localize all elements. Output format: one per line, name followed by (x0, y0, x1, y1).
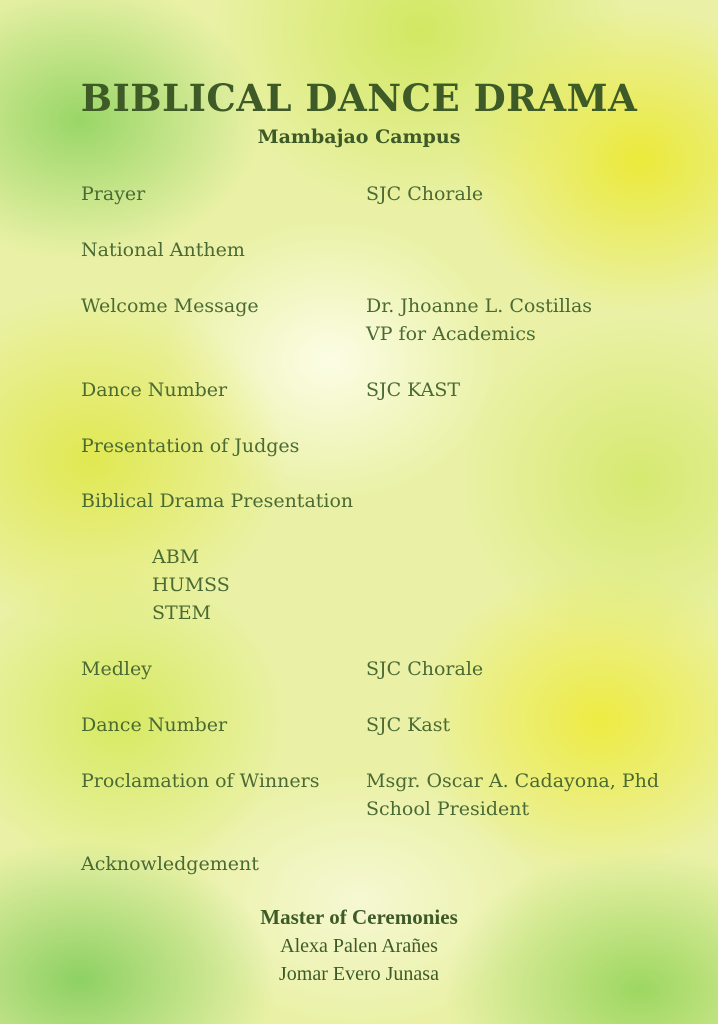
strand-abm: ABM (152, 546, 200, 568)
strand-stem: STEM (152, 602, 212, 624)
campus-subtitle: Mambajao Campus (257, 126, 461, 148)
program-performer (366, 711, 450, 739)
performer-role: VP for Academics (366, 323, 536, 345)
program-performer (366, 292, 592, 348)
emcee-name: Alexa Palen Arañes (280, 935, 438, 957)
page-title: BIBLICAL DANCE DRAMA (80, 76, 638, 120)
performer-line: Dr. Jhoanne L. Costillas (366, 295, 593, 317)
program-item: Acknowledgement (81, 853, 259, 875)
performer-line: SJC KAST (366, 379, 461, 401)
program-item: Dance Number (81, 714, 228, 736)
performer-role: School President (366, 798, 530, 820)
emcee-name: Jomar Evero Junasa (279, 963, 439, 985)
program-performer (366, 376, 460, 404)
program-item: Medley (81, 658, 152, 680)
performer-line: Msgr. Oscar A. Cadayona, Phd (366, 770, 660, 792)
performer-line: SJC Kast (366, 714, 451, 736)
program-performer (366, 180, 483, 208)
performer-line: SJC Chorale (366, 183, 484, 205)
program-performer (366, 655, 483, 683)
performer-line: SJC Chorale (366, 658, 484, 680)
emcee-heading: Master of Ceremonies (260, 905, 458, 929)
program-item: Biblical Drama Presentation (81, 490, 354, 512)
program-item: Proclamation of Winners (81, 770, 320, 792)
program-item: Prayer (81, 183, 146, 205)
program-item: Presentation of Judges (81, 435, 300, 457)
program-performer (366, 767, 659, 823)
program-item: National Anthem (81, 239, 245, 261)
program-item: Welcome Message (81, 295, 259, 317)
program-item: Dance Number (81, 379, 228, 401)
strand-humss: HUMSS (152, 574, 230, 596)
